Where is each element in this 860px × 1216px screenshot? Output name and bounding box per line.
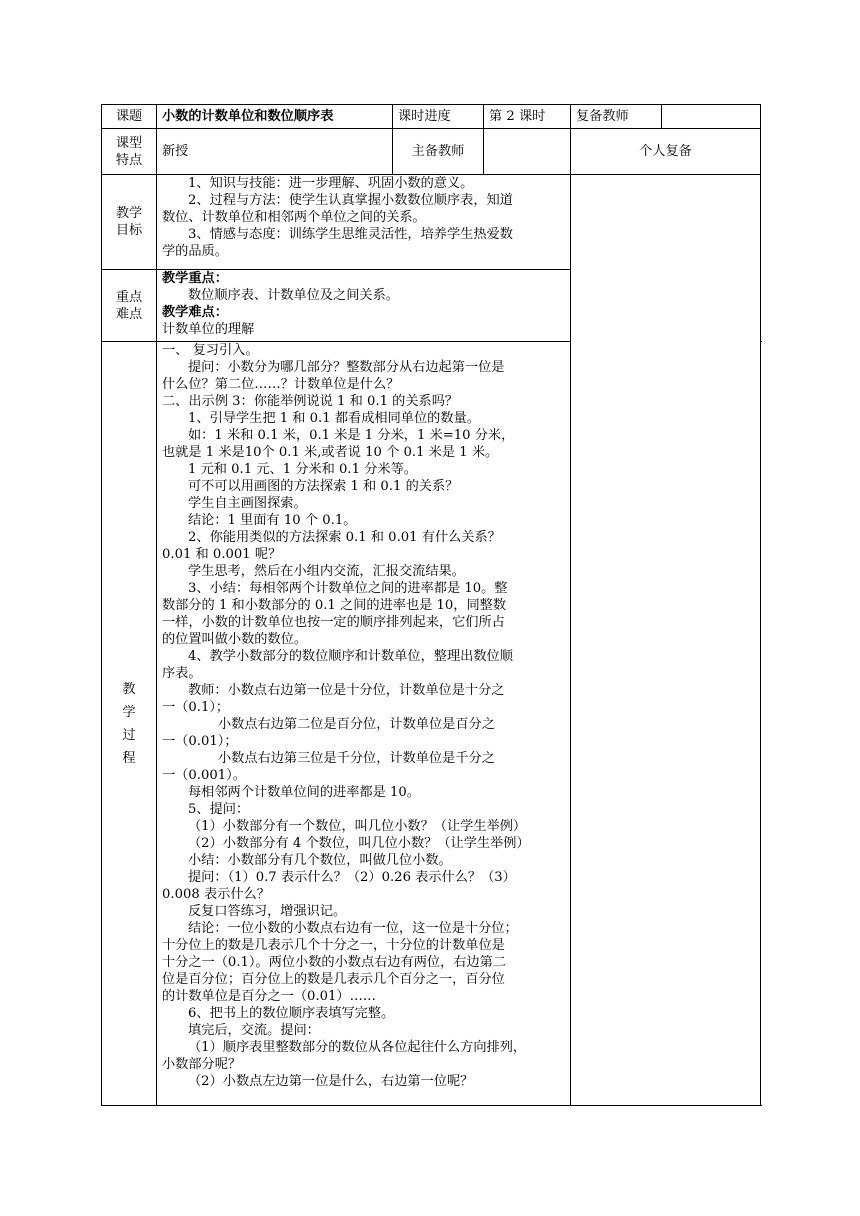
process-line: 反复口答练习，增强识记。 [188,904,347,919]
type-row [102,129,761,175]
process-line: 学生自主画图探索。 [188,496,307,511]
process-line: （1）顺序表里整数部分的数位从各位起往什么方向排列， [188,1040,527,1055]
key-label-line-2: 难点 [115,306,143,322]
process-line: 一、 复习引入。 [162,343,259,358]
process-line: 小数部分呢？ [162,1057,242,1072]
process-line: （2）小数部分有 4 个数位，叫几位小数？（让学生举例） [188,836,530,851]
title-value: 小数的计数单位和数位顺序表 [157,105,393,129]
key-label-line-1: 重点 [115,289,143,305]
process-line: 小结：小数部分有几个数位，叫做几位小数。 [188,853,452,868]
process-line: （1）小数部分有一个数位，叫几位小数？（让学生举例） [188,819,527,834]
lesson-plan-table [101,104,761,1106]
process-line: 的位置叫做小数的数位。 [162,632,308,647]
process-line: 提问：（1）0.7 表示什么？（2）0.26 表示什么？（3） [188,870,516,885]
goals-line: 数位、计数单位和相邻两个单位之间的关系。 [162,210,426,225]
personal-review-label: 个人复备 [571,129,761,175]
process-line: 十分位上的数是几表示几个十分之一，十分位的计数单位是 [162,938,505,953]
goals-label [102,175,157,270]
process-line: 教师：小数点右边第一位是十分位，计数单位是十分之 [188,683,505,698]
main-teacher-label: 主备教师 [393,129,484,175]
process-line: 5、提问： [188,802,250,817]
process-label [102,342,157,1106]
process-line: 结论：一位小数的小数点右边有一位，这一位是十分位； [188,921,518,936]
process-label-char: 教 [122,681,136,697]
process-line: 填完后，交流。提问： [188,1023,320,1038]
type-label [102,129,157,175]
process-line: 一（0.1）； [162,700,230,715]
process-line: 1 元和 0.1 元、1 分米和 0.1 分米等。 [188,462,417,477]
difficulty-text: 计数单位的理解 [162,322,255,337]
type-label-line-1: 课型 [115,135,143,151]
process-line: 一（0.001）。 [162,768,246,783]
process-line: 4、教学小数部分的数位顺序和计数单位，整理出数位顺 [188,649,513,664]
process-line: 学生思考，然后在小组内交流，汇报交流结果。 [188,564,465,579]
personal-review-area [571,175,761,1106]
progress-value: 第 2 课时 [484,105,571,129]
process-line: 每相邻两个计数单位间的进率都是 10。 [188,785,420,800]
process-line: 二、出示例 3：你能举例说说 1 和 0.1 的关系吗？ [162,394,459,409]
type-value: 新授 [157,129,393,175]
process-label-char: 过 [122,727,136,743]
key-title: 教学重点： [162,271,228,286]
process-line: 序表。 [162,666,202,681]
key-label [102,270,157,342]
process-label-char: 程 [122,750,136,766]
key-text: 数位顺序表、计数单位及之间关系。 [188,288,399,303]
process-line: 小数点右边第三位是千分位，计数单位是千分之 [218,751,495,766]
difficulty-title: 教学难点： [162,305,228,320]
goals-row [102,175,761,270]
process-line: 0.008 表示什么？ [162,887,270,902]
key-content [157,270,571,342]
process-line: 2、你能用类似的方法探索 0.1 和 0.01 有什么关系？ [188,530,501,545]
goals-line: 2、过程与方法：使学生认真掌握小数数位顺序表，知道 [188,193,513,208]
header-row [102,105,761,129]
process-line: （2）小数点左边第一位是什么，右边第一位呢？ [188,1074,474,1089]
process-line: 一样，小数的计数单位也按一定的顺序排列起来，它们所占 [162,615,505,630]
process-line: 1、引导学生把 1 和 0.1 都看成相同单位的数量。 [188,411,480,426]
process-line: 0.01 和 0.001 呢？ [162,547,282,562]
process-line: 也就是 1 米是10个 0.1 米,或者说 10 个 0.1 米是 1 米。 [162,445,499,460]
process-line: 3、小结：每相邻两个计数单位之间的进率都是 10。整 [188,581,508,596]
process-line: 6、把书上的数位顺序表填写完整。 [188,1006,395,1021]
type-label-line-2: 特点 [115,152,143,168]
process-line: 十分之一（0.1）。两位小数的小数点右边有两位，右边第二 [162,955,507,970]
goals-label-line-2: 目标 [115,223,143,238]
goals-line: 3、情感与态度：训练学生思维灵活性，培养学生热爱数 [188,227,513,242]
goals-label-line-1: 教学 [115,206,143,221]
goals-content [157,175,571,270]
review-teacher-label: 复备教师 [571,105,662,129]
title-label: 课题 [102,105,157,129]
process-content [157,342,571,1106]
process-line: 如：1 米和 0.1 米，0.1 米是 1 分米，1 米=10 分米， [188,428,515,443]
review-teacher-value [662,105,761,129]
goals-line: 1、知识与技能：进一步理解、巩固小数的意义。 [188,176,474,191]
process-line: 一（0.01）； [162,734,238,749]
process-label-char: 学 [122,704,136,720]
main-teacher-value [484,129,571,175]
process-line: 的计数单位是百分之一（0.01）…… [162,989,376,1004]
process-line: 可不可以用画图的方法探索 1 和 0.1 的关系？ [188,479,459,494]
process-line: 位是百分位；百分位上的数是几表示几个百分之一，百分位 [162,972,505,987]
process-line: 数部分的 1 和小数部分的 0.1 之间的进率也是 10，同整数 [162,598,507,613]
progress-label: 课时进度 [393,105,484,129]
process-line: 结论：1 里面有 10 个 0.1。 [188,513,357,528]
process-line: 什么位？第二位……？计数单位是什么？ [162,377,400,392]
process-line: 小数点右边第二位是百分位，计数单位是百分之 [218,717,495,732]
goals-line: 学的品质。 [162,244,228,259]
process-line: 提问：小数分为哪几部分？整数部分从右边起第一位是 [188,360,505,375]
